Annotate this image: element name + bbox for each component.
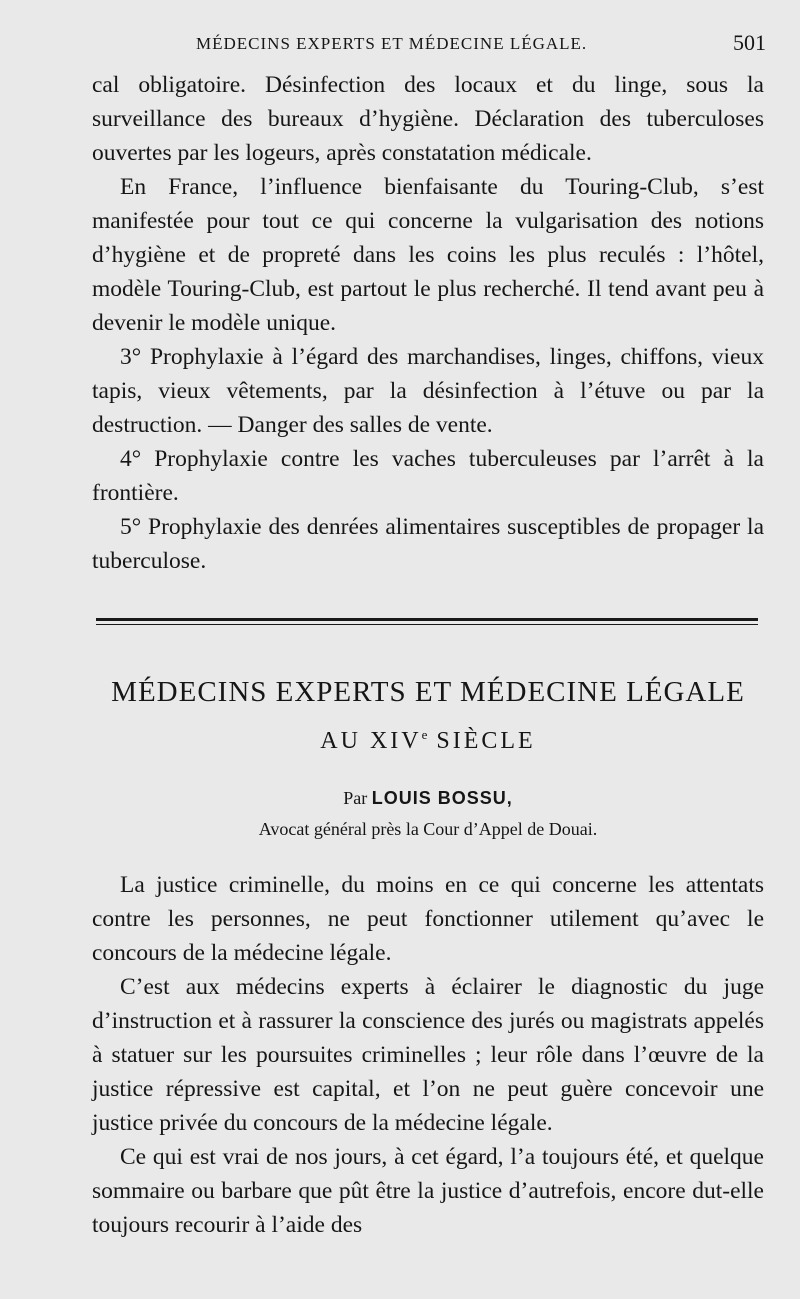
paragraph: La justice criminelle, du moins en ce qui concerne les attentats contre les personnes, ne peut fonctionner utilement qu’avec le concours de la médecine légale. [92, 872, 764, 966]
paragraph: 3° Prophylaxie à l’égard des marchandises, linges, chiffons, vieux tapis, vieux vêtements, par la désinfection à l’étuve ou par la destruction. — Danger des salles de vente. [92, 344, 764, 438]
paragraph: Ce qui est vrai de nos jours, à cet égard, l’a toujours été, et quelque sommaire ou barbare que pût être la justice d’autrefois, encore dut-elle toujours recourir à l’aide des [92, 1144, 764, 1238]
page-number: 501 [733, 30, 766, 55]
author-name: LOUIS BOSSU, [371, 788, 513, 808]
byline [92, 788, 764, 809]
paragraph: 5° Prophylaxie des denrées alimentaires susceptibles de propager la tuberculose. [92, 514, 764, 574]
article-body [92, 868, 764, 1242]
paragraph: En France, l’influence bienfaisante du Touring-Club, s’est manifestée pour tout ce qui concerne la vulgarisation des notions d’hygiène et de propreté dans les coins les plus reculés : l’hôtel, modèle Touring-Club, est partout le plus recherché. Il tend avant peu à devenir le modèle unique. [92, 174, 764, 336]
running-head-title: MÉDECINS EXPERTS ET MÉDECINE LÉGALE. [196, 34, 588, 53]
article-subtitle [92, 727, 764, 755]
section-divider-rule [96, 618, 758, 625]
author-affiliation: Avocat général près la Cour d’Appel de Douai. [258, 819, 598, 839]
paragraph: cal obligatoire. Désinfection des locaux et du linge, sous la surveillance des bureaux d’hygiène. Déclaration des tuberculoses ouvertes par les logeurs, après constatation médicale. [92, 72, 764, 166]
byline-prefix: Par [343, 788, 368, 808]
paragraph: 4° Prophylaxie contre les vaches tuberculeuses par l’arrêt à la frontière. [92, 446, 764, 506]
previous-article-text [92, 68, 764, 578]
subtitle-superscript: e [421, 727, 428, 742]
running-head [196, 30, 766, 55]
subtitle-main: AU XIV [320, 728, 422, 754]
article-title: MÉDECINS EXPERTS ET MÉDECINE LÉGALE [111, 676, 745, 708]
subtitle-end: SIÈCLE [436, 728, 536, 754]
paragraph: C’est aux médecins experts à éclairer le diagnostic du juge d’instruction et à rassurer la conscience des jurés ou magistrats appelés à statuer sur les poursuites criminelles ; leur rôle dans l’œuvre de la justice répressive est capital, et l’on ne peut guère concevoir une justice privée du concours de la médecine légale. [92, 974, 764, 1136]
